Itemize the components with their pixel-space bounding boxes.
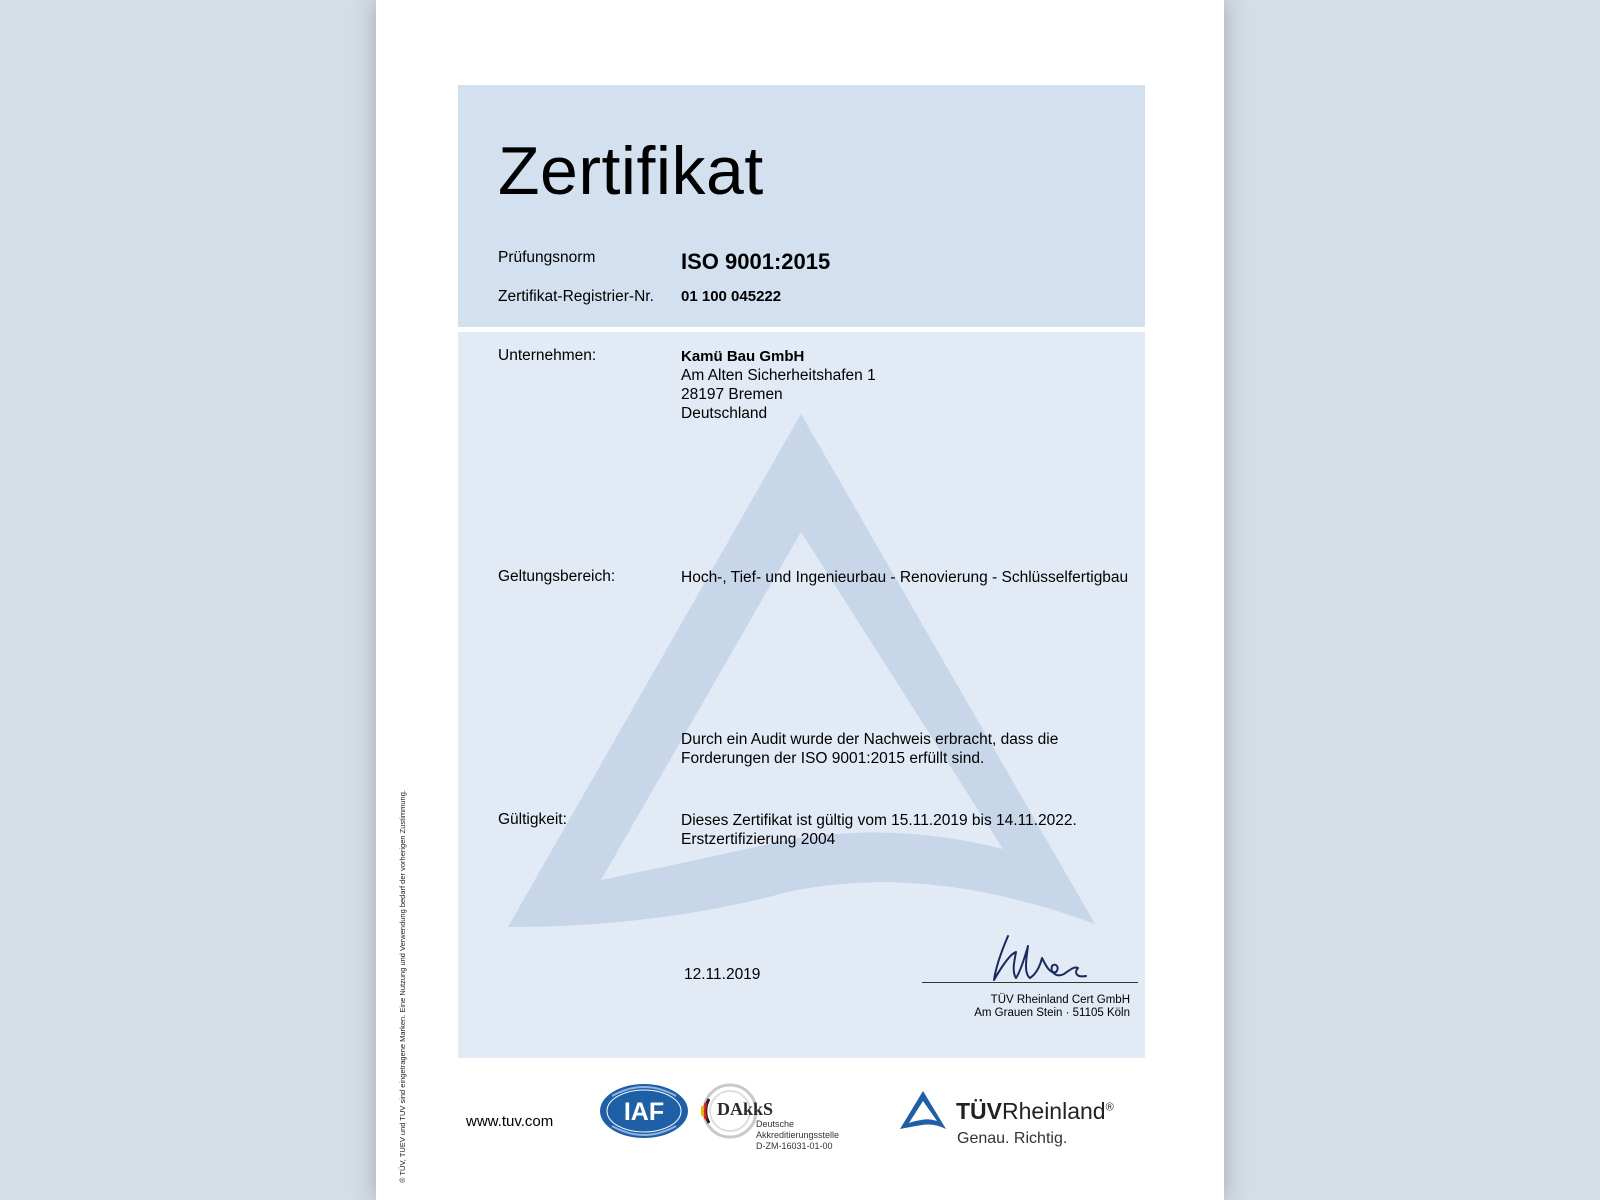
standard-label: Prüfungsnorm: [498, 249, 596, 266]
audit-line-1: Durch ein Audit wurde der Nachweis erbracht, dass die: [681, 731, 1059, 748]
audit-statement: [681, 730, 1058, 768]
registration-number: 01 100 045222: [681, 288, 782, 305]
trademark-notice: ® TÜV, TUEV und TUV sind eingetragene Marken. Eine Nutzung und Verwendung bedarf der vorherigen Zustimmung.: [398, 790, 407, 1183]
scope-label: Geltungsbereich:: [498, 568, 616, 585]
dakks-line-2: Akkreditierungsstelle: [756, 1130, 840, 1140]
company-address-block: [681, 347, 876, 423]
validity-label: Gültigkeit:: [498, 811, 567, 828]
dakks-name: DAkkS: [717, 1099, 774, 1119]
tuv-claim: Genau. Richtig.: [957, 1130, 1068, 1147]
dakks-details: [756, 1119, 839, 1152]
tuv-brand-rest: Rheinland: [1002, 1098, 1106, 1124]
tuv-triangle-logo-icon: [898, 1089, 948, 1133]
signature-line: [922, 982, 1138, 983]
company-country: Deutschland: [681, 405, 768, 422]
company-label: Unternehmen:: [498, 347, 597, 364]
validity-line-1: Dieses Zertifikat ist gültig vom 15.11.2019 bis 14.11.2022.: [681, 812, 1077, 829]
tuv-rheinland-wordmark: [956, 1098, 1114, 1125]
registration-label: Zertifikat-Registrier-Nr.: [498, 288, 654, 305]
scope-value: Hoch-, Tief- und Ingenieurbau - Renovierung - Schlüsselfertigbau: [681, 569, 1129, 586]
signature-icon: [990, 932, 1100, 986]
certificate-title: Zertifikat: [498, 133, 764, 209]
company-name: Kamü Bau GmbH: [681, 348, 805, 365]
tuv-registered-mark: ®: [1105, 1101, 1114, 1114]
issuer-address: Am Grauen Stein · 51105 Köln: [974, 1007, 1130, 1019]
validity-line-2: Erstzertifizierung 2004: [681, 831, 836, 848]
dakks-line-1: Deutsche: [756, 1119, 795, 1129]
company-street: Am Alten Sicherheitshafen 1: [681, 367, 876, 384]
tuv-brand-bold: TÜV: [956, 1098, 1002, 1124]
company-city: 28197 Bremen: [681, 386, 783, 403]
website-link[interactable]: www.tuv.com: [466, 1113, 554, 1130]
iaf-logo-text: IAF: [623, 1098, 665, 1126]
iaf-logo-icon: [598, 1082, 690, 1140]
dakks-line-3: D-ZM-16031-01-00: [756, 1141, 833, 1151]
audit-line-2: Forderungen der ISO 9001:2015 erfüllt sind.: [681, 750, 985, 767]
standard-value: ISO 9001:2015: [681, 249, 831, 274]
validity-statement: [681, 811, 1077, 849]
issuer-block: [974, 994, 1130, 1020]
issue-date: 12.11.2019: [684, 966, 761, 983]
issuer-name: TÜV Rheinland Cert GmbH: [990, 994, 1130, 1006]
